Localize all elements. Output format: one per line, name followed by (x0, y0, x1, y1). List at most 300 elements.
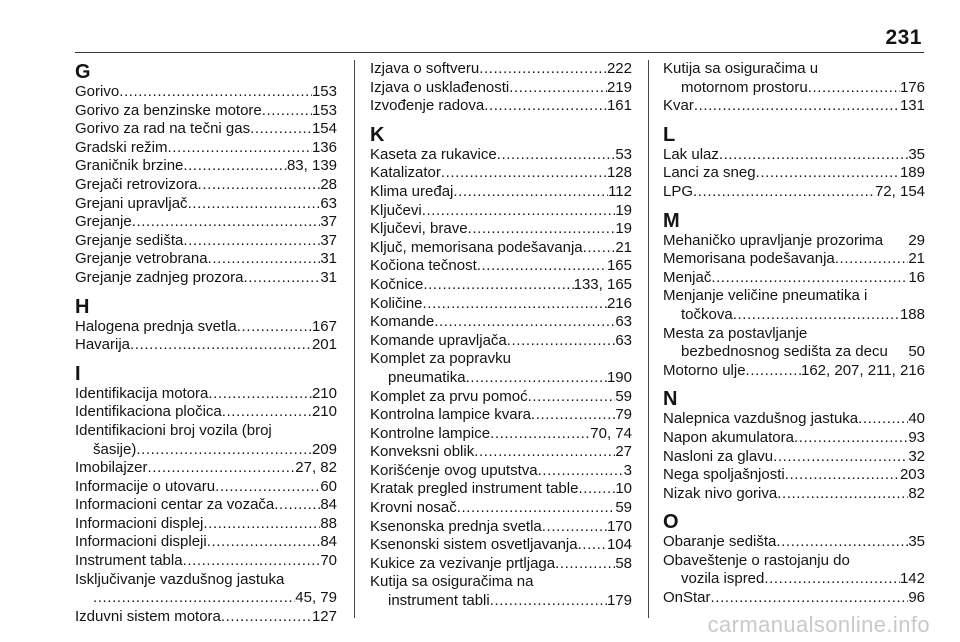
leader-dots (531, 406, 615, 425)
leader-dots (168, 139, 312, 158)
entry-page: 37 (320, 231, 337, 249)
section-letter: K (370, 123, 385, 146)
entry-text: Grejani upravljač (75, 194, 188, 212)
index-entry (75, 250, 337, 269)
entry-line (663, 164, 925, 183)
leader-dots (474, 443, 615, 462)
entry-text: Gorivo za benzinske motore (75, 101, 262, 119)
entry-line (663, 552, 925, 571)
index-entry (370, 97, 632, 116)
entry-line (370, 276, 632, 295)
entry-text: Lak ulaz (663, 145, 719, 163)
entry-line (75, 120, 337, 139)
entry-line (370, 60, 632, 79)
entry-text: Obaranje sedišta (663, 533, 777, 551)
entry-line (75, 336, 337, 355)
entry-page: 188 (899, 305, 925, 323)
entry-line (370, 573, 632, 592)
index-section (663, 389, 925, 503)
index-section (75, 62, 337, 288)
index-entry (75, 83, 337, 102)
entry-line (663, 343, 925, 362)
entry-text: Katalizator (370, 164, 441, 182)
leader-dots (198, 176, 321, 195)
index-entry (75, 213, 337, 232)
entry-page: 93 (908, 428, 925, 446)
entry-text: Havarija (75, 336, 131, 354)
index-entry (370, 555, 632, 574)
entry-text: Ključevi, brave (370, 220, 468, 238)
leader-dots (183, 232, 320, 251)
entry-text: Informacioni displej (75, 514, 204, 532)
entry-page: 29 (908, 231, 925, 249)
entry-text: Kvar (663, 97, 694, 115)
entry-line (370, 220, 632, 239)
entry-text: Izjava o usklađenosti (370, 78, 510, 96)
leader-dots (490, 425, 590, 444)
entry-line (75, 515, 337, 534)
index-entry (663, 287, 925, 324)
entry-line (370, 518, 632, 537)
leader-dots (578, 536, 607, 555)
entry-text: Isključivanje vazdušnog jastuka (75, 570, 285, 588)
index-entry (370, 313, 632, 332)
entry-page: 40 (908, 410, 925, 428)
entry-text: Grejanje vetrobrana (75, 250, 208, 268)
leader-dots (466, 369, 607, 388)
entry-line (370, 462, 632, 481)
entry-line (370, 97, 632, 116)
header-rule (75, 52, 924, 53)
entry-line (75, 422, 337, 441)
entry-line (75, 533, 337, 552)
leader-dots (274, 496, 320, 515)
entry-text: Izduvni sistem motora (75, 607, 221, 625)
entry-page: 84 (320, 496, 337, 514)
entry-text: Grejanje zadnjeg prozora (75, 268, 244, 286)
leader-dots (835, 250, 909, 269)
leader-dots (711, 269, 908, 288)
entry-page: 133, 165 (573, 275, 632, 293)
index-section (663, 512, 925, 607)
entry-page: 128 (606, 164, 632, 182)
index-entry (663, 589, 925, 608)
leader-dots (711, 589, 909, 608)
entry-page: 27 (615, 443, 632, 461)
section-letter: N (663, 388, 678, 411)
leader-dots (207, 533, 321, 552)
index-entry (75, 195, 337, 214)
entry-line (663, 269, 925, 288)
index-entry (75, 176, 337, 195)
entry-text: Grejanje (75, 213, 132, 231)
entry-text: Menjač (663, 268, 712, 286)
leader-dots (490, 592, 607, 611)
index-entry (370, 350, 632, 387)
entry-text: Identifikacija motora (75, 384, 209, 402)
index-entry (663, 410, 925, 429)
index-entry (75, 157, 337, 176)
entry-line (75, 496, 337, 515)
index-column-3 (663, 60, 925, 622)
entry-text: Konveksni oblik (370, 443, 475, 461)
index-entry (663, 164, 925, 183)
entry-page: 63 (320, 194, 337, 212)
leader-dots (468, 220, 616, 239)
entry-line (663, 60, 925, 79)
entry-page: 136 (311, 138, 337, 156)
leader-dots (773, 448, 908, 467)
entry-page: 83, 139 (286, 157, 337, 175)
entry-page: 219 (606, 78, 632, 96)
entry-page: 31 (320, 268, 337, 286)
index-entry (75, 533, 337, 552)
entry-text: Nasloni za glavu (663, 447, 774, 465)
entry-text: Menjanje veličine pneumatika i (663, 287, 868, 305)
leader-dots (215, 478, 320, 497)
entry-text: Ksenonski sistem osvetljavanja (370, 536, 578, 554)
entry-page: 31 (320, 250, 337, 268)
leader-dots (183, 552, 321, 571)
entry-text: Kaseta za rukavice (370, 145, 497, 163)
entry-line (370, 239, 632, 258)
entry-text: Klima uređaj (370, 182, 454, 200)
entry-page: 170 (606, 517, 632, 535)
entry-text: Izvođenje radova (370, 97, 485, 115)
entry-line (663, 570, 925, 589)
entry-line (370, 79, 632, 98)
index-entry (663, 269, 925, 288)
entry-page: 96 (908, 589, 925, 607)
entry-line (663, 306, 925, 325)
entry-text: Komande upravljača (370, 331, 507, 349)
index-entry (370, 573, 632, 610)
column-divider (354, 60, 355, 618)
entry-line (75, 318, 337, 337)
entry-page: 50 (908, 343, 925, 361)
entry-page: 32 (908, 447, 925, 465)
entry-line (75, 213, 337, 232)
index-entry (370, 406, 632, 425)
entry-line (663, 448, 925, 467)
index-entry (75, 403, 337, 422)
index-entry (75, 120, 337, 139)
entry-page: 3 (623, 461, 632, 479)
entry-text: OnStar (663, 589, 711, 607)
entry-page: 53 (615, 145, 632, 163)
leader-dots (262, 102, 312, 121)
entry-page: 176 (899, 78, 925, 96)
entry-page: 189 (899, 164, 925, 182)
leader-dots (858, 410, 908, 429)
index-column-1 (75, 60, 337, 625)
leader-dots (208, 385, 312, 404)
entry-line (75, 195, 337, 214)
leader-dots (808, 79, 900, 98)
entry-continuation: instrument tabli (388, 592, 490, 610)
leader-dots (719, 146, 908, 165)
leader-dots (457, 499, 616, 518)
column-divider (648, 60, 649, 618)
entry-page: 27, 82 (295, 459, 337, 477)
entry-page: 165 (606, 257, 632, 275)
leader-dots (479, 60, 607, 79)
entry-line (370, 499, 632, 518)
index-entry (663, 429, 925, 448)
index-entry (75, 102, 337, 121)
entry-line (663, 410, 925, 429)
entry-line (75, 102, 337, 121)
entry-text: Napon akumulatora (663, 428, 794, 446)
index-entry (370, 220, 632, 239)
entry-text: Izjava o softveru (370, 60, 480, 77)
entry-page: 70, 74 (590, 424, 632, 442)
entry-text: Količine (370, 294, 423, 312)
entry-page: 35 (908, 145, 925, 163)
entry-continuation: bezbednosnog sedišta za decu (681, 343, 888, 361)
entry-page: 210 (311, 403, 337, 421)
index-entry (370, 239, 632, 258)
entry-page: 58 (615, 554, 632, 572)
leader-dots (764, 570, 900, 589)
index-entry (75, 608, 337, 627)
entry-page: 35 (908, 533, 925, 551)
index-entry (370, 518, 632, 537)
entry-line (75, 139, 337, 158)
entry-page: 127 (311, 607, 337, 625)
leader-dots (203, 515, 320, 534)
index-entry (75, 515, 337, 534)
leader-dots (422, 202, 616, 221)
entry-text: Mesta za postavljanje (663, 324, 808, 342)
entry-text: Graničnik brzine (75, 157, 184, 175)
entry-text: Kutija sa osiguračima u (663, 60, 819, 77)
entry-line (370, 257, 632, 276)
index-section (370, 60, 632, 116)
entry-text: Komande (370, 313, 435, 331)
index-entry (663, 97, 925, 116)
entry-continuation: vozila ispred (681, 570, 765, 588)
entry-text: Ključevi (370, 201, 422, 219)
entry-text: Nega spoljašnjosti (663, 466, 785, 484)
entry-line (370, 350, 632, 369)
entry-page: 154 (311, 120, 337, 138)
entry-page: 179 (606, 592, 632, 610)
entry-text: Komplet za popravku (370, 350, 511, 368)
index-entry (75, 336, 337, 355)
entry-line (75, 589, 337, 608)
entry-page: 79 (615, 406, 632, 424)
entry-page: 16 (908, 268, 925, 286)
index-entry (370, 536, 632, 555)
entry-line (75, 176, 337, 195)
entry-line (75, 403, 337, 422)
page-number: 231 (885, 26, 922, 49)
leader-dots (538, 462, 624, 481)
entry-line (663, 183, 925, 202)
section-letter: L (663, 123, 676, 146)
entry-text: Halogena prednja svetla (75, 317, 237, 335)
entry-text: Identifikacioni broj vozila (broj (75, 421, 272, 439)
index-entry (663, 485, 925, 504)
entry-page: 203 (899, 466, 925, 484)
entry-text: Informacije o utovaru (75, 477, 216, 495)
entry-line (75, 478, 337, 497)
index-entry (663, 362, 925, 381)
entry-line (370, 295, 632, 314)
entry-page: 19 (615, 220, 632, 238)
leader-dots (528, 388, 616, 407)
entry-text: Korišćenje ovog uputstva (370, 461, 538, 479)
entry-line (370, 183, 632, 202)
index-entry (75, 318, 337, 337)
leader-dots (477, 257, 607, 276)
leader-dots (183, 157, 287, 176)
entry-page: 82 (908, 484, 925, 502)
entry-line (75, 157, 337, 176)
index-entry (370, 425, 632, 444)
index-entry (75, 496, 337, 515)
entry-page: 63 (615, 313, 632, 331)
entry-page: 153 (311, 101, 337, 119)
entry-line (370, 406, 632, 425)
entry-text: Kontrolna lampice kvara (370, 406, 531, 424)
index-entry (663, 183, 925, 202)
section-letter: G (75, 61, 91, 83)
leader-dots (693, 183, 875, 202)
entry-text: Memorisana podešavanja (663, 250, 835, 268)
leader-dots (578, 480, 615, 499)
entry-page: 104 (606, 536, 632, 554)
entry-text: Informacioni displeji (75, 533, 207, 551)
leader-dots (237, 318, 312, 337)
entry-text: Kutija sa osiguračima na (370, 573, 534, 591)
entry-page: 161 (606, 97, 632, 115)
leader-dots (497, 146, 616, 165)
leader-dots (221, 608, 312, 627)
entry-text: Identifikaciona pločica (75, 403, 222, 421)
index-entry (663, 60, 925, 97)
entry-text: Grejanje sedišta (75, 231, 184, 249)
entry-line (75, 385, 337, 404)
index-entry (370, 257, 632, 276)
entry-text: Kukice za vezivanje prtljaga (370, 554, 556, 572)
section-letter: M (663, 209, 680, 232)
entry-line (370, 555, 632, 574)
entry-line (370, 332, 632, 351)
index-section (663, 60, 925, 116)
index-entry (663, 250, 925, 269)
entry-text: Kočnice (370, 275, 424, 293)
entry-page: 45, 79 (295, 589, 337, 607)
entry-text: Mehaničko upravljanje prozorima (663, 231, 884, 249)
entry-line (663, 589, 925, 608)
entry-continuation: šasije) (93, 440, 137, 458)
index-entry (370, 60, 632, 79)
entry-page: 162, 207, 211, 216 (801, 361, 925, 379)
entry-page: 167 (311, 317, 337, 335)
entry-text: Komplet za prvu pomoć (370, 387, 528, 405)
entry-line (370, 536, 632, 555)
entry-page: 59 (615, 387, 632, 405)
entry-page: 84 (320, 533, 337, 551)
leader-dots (507, 332, 616, 351)
leader-dots (243, 269, 320, 288)
index-entry (370, 183, 632, 202)
leader-dots (423, 276, 573, 295)
leader-dots (777, 485, 908, 504)
entry-page: 21 (908, 250, 925, 268)
entry-line (75, 441, 337, 460)
leader-dots (188, 195, 321, 214)
entry-page: 190 (606, 368, 632, 386)
entry-continuation: pneumatika (388, 368, 466, 386)
entry-line (75, 269, 337, 288)
entry-text: LPG (663, 182, 694, 200)
entry-text: Obaveštenje o rastojanju do (663, 551, 850, 569)
leader-dots (130, 336, 312, 355)
leader-dots (733, 306, 900, 325)
index-entry (370, 79, 632, 98)
entry-line (663, 250, 925, 269)
index-entry (370, 332, 632, 351)
entry-page: 37 (320, 213, 337, 231)
entry-text: Gorivo za rad na tečni gas (75, 120, 251, 138)
entry-text: Krovni nosač (370, 499, 457, 517)
entry-text: Kratak pregled instrument table (370, 480, 579, 498)
entry-text: Grejači retrovizora (75, 175, 198, 193)
entry-page: 28 (320, 175, 337, 193)
entry-text: Nalepnica vazdušnog jastuka (663, 410, 859, 428)
index-entry (75, 571, 337, 608)
index-section (75, 364, 337, 627)
entry-line (663, 146, 925, 165)
index-entry (75, 459, 337, 478)
entry-continuation: točkova (681, 305, 733, 323)
leader-dots (794, 429, 908, 448)
leader-dots (746, 362, 801, 381)
leader-dots (250, 120, 312, 139)
entry-line (370, 388, 632, 407)
entry-line (370, 425, 632, 444)
index-entry (75, 139, 337, 158)
entry-page: 216 (606, 294, 632, 312)
entry-page: 70 (320, 552, 337, 570)
index-entry (370, 146, 632, 165)
entry-line (663, 485, 925, 504)
leader-dots (441, 164, 607, 183)
leader-dots (208, 250, 321, 269)
index-entry (75, 422, 337, 459)
leader-dots (694, 97, 900, 116)
entry-page: 201 (311, 336, 337, 354)
entry-page: 88 (320, 514, 337, 532)
watermark: carmanualsonline.info (707, 612, 930, 637)
index-entry (663, 533, 925, 552)
entry-line (663, 429, 925, 448)
index-entry (370, 295, 632, 314)
index-entry (370, 462, 632, 481)
entry-line (663, 466, 925, 485)
entry-line (75, 83, 337, 102)
entry-text: Kontrolne lampice (370, 424, 491, 442)
index-section (663, 125, 925, 202)
entry-page: 153 (311, 83, 337, 100)
entry-page: 72, 154 (874, 182, 925, 200)
entry-line (75, 608, 337, 627)
index-entry (75, 478, 337, 497)
entry-page: 209 (311, 440, 337, 458)
